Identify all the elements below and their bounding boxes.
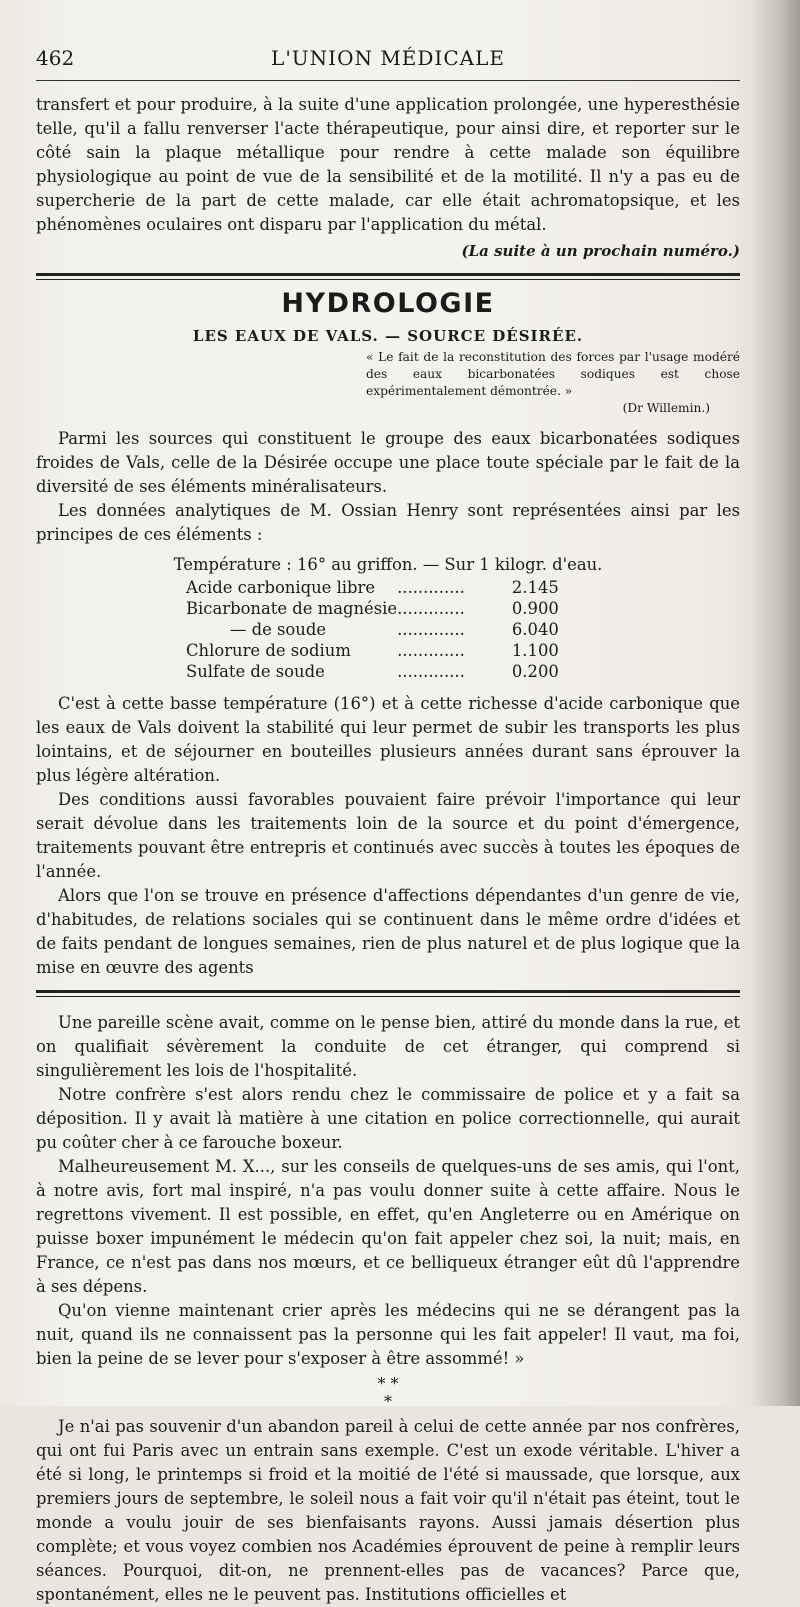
analysis-row (186, 577, 559, 598)
hydrologie-paragraph-1: Parmi les sources qui constituent le groupe des eaux bicarbonatées sodiques froides de Vals, celle de la Désirée occupe une place toute spéciale par le fait de la diversité de ses éléments minéralisateurs. (36, 429, 740, 496)
running-title: L'UNION MÉDICALE (271, 46, 505, 70)
page-shadow-edge (752, 0, 800, 1406)
top-article-paragraph: transfert et pour produire, à la suite d'une application prolongée, une hyperesthésie telle, qu'il a fallu renverser l'acte thérapeutique, pour ainsi dire, et reporter sur le côté sain la plaque métallique pour rendre à cette malade son équilibre physiologique au point de vue de la sensibilité et de la motilité. Il n'y a pas eu de supercherie de la part de cette malade, car elle était achromatopsique, et les phénomènes oculaires ont disparu par l'application du métal. (36, 95, 740, 234)
epigraph: « Le fait de la reconstitution des forces par l'usage modéré des eaux bicarbonatées sodiques est chose expérimentalement démontrée. » (366, 350, 740, 398)
hydrologie-paragraph-3: C'est à cette basse température (16°) et à cette richesse d'acide carbonique que les eaux de Vals doivent la stabilité qui leur permet de subir les transports les plus lointains, et de séjourner en bouteilles plusieurs années durant sans éprouver la plus légère altération. (36, 694, 740, 785)
analysis-row (186, 619, 559, 640)
feuilleton-paragraph-1: Une pareille scène avait, comme on le pense bien, attiré du monde dans la rue, et on qualifiait sévèrement la conduite de cet étranger, qui comprend si singulièrement les lois de l'hospitalité. (36, 1013, 740, 1080)
dot-leader: ............. (397, 641, 465, 660)
dot-leader: ............. (397, 578, 465, 597)
section-divider (36, 273, 740, 280)
analysis-name: — de soude (230, 620, 327, 639)
analysis-value: 0.900 (511, 599, 559, 618)
feuilleton-paragraph-5: Je n'ai pas souvenir d'un abandon pareil à celui de cette année par nos confrères, qui ont fui Paris avec un entrain sans exemple. C'est un exode véritable. L'hiver a été si long, le printemps si froid et la moitié de l'été si maussade, que lorsque, aux premiers jours de septembre, le soleil nous a fait voir qu'il n'était pas éteint, tout le monde a voulu jouir de ses bienfaisants rayons. Aussi jamais désertion plus complète; et vous voyez combien nos Académies éprouvent de peine à remplir leurs séances. Pourquoi, dit-on, ne prennent-elles pas de vacances? Parce que, spontanément, elles ne le peuvent pas. Institutions officielles et (36, 1417, 740, 1604)
dot-leader: ............. (397, 599, 465, 618)
analysis-value: 1.100 (511, 641, 559, 660)
hydrologie-paragraph-2: Les données analytiques de M. Ossian Henry sont représentées ainsi par les principes de ces éléments : (36, 501, 740, 544)
analysis-row (186, 661, 559, 682)
article-subtitle: LES EAUX DE VALS. — SOURCE DÉSIRÉE. (192, 327, 584, 345)
analysis-name: Acide carbonique libre (186, 578, 376, 597)
asterism-separator: * * * (377, 1374, 399, 1411)
analysis-value: 2.145 (511, 578, 559, 597)
section-title: HYDROLOGIE (281, 288, 495, 319)
analysis-name: Chlorure de sodium (186, 641, 351, 660)
analysis-row (186, 640, 559, 661)
feuilleton-paragraph-3: Malheureusement M. X..., sur les conseils de quelques-uns de ses amis, qui l'ont, à notre avis, fort mal inspiré, n'a pas voulu donner suite à cette affaire. Nous le regrettons vivement. Il est possible, en effet, qu'en Angleterre ou en Amérique on puisse boxer impunément le médecin qu'on fait appeler chez soi, la nuit; mais, en France, ce n'est pas dans nos mœurs, et ce belliqueux étranger eût dû l'apprendre à ses dépens. (36, 1157, 740, 1296)
analysis-table (186, 577, 559, 682)
page-header (36, 40, 740, 80)
feuilleton-divider (36, 990, 740, 997)
dot-leader: ............. (397, 620, 465, 639)
dot-leader: ............. (397, 662, 465, 681)
epigraph-author: (Dr Willemin.) (622, 401, 710, 415)
analysis-value: 6.040 (511, 620, 559, 639)
analysis-row (186, 598, 559, 619)
temperature-line: Température : 16° au griffon. — Sur 1 kilogr. d'eau. (173, 555, 603, 574)
feuilleton-paragraph-2: Notre confrère s'est alors rendu chez le commissaire de police et y a fait sa déposition. Il y avait là matière à une citation en police correctionnelle, qui aurait pu coûter cher à ce farouche boxeur. (36, 1085, 740, 1152)
analysis-value: 0.200 (511, 662, 559, 681)
page-number: 462 (36, 46, 75, 70)
page-content (36, 40, 740, 1607)
continuation-note: (La suite à un prochain numéro.) (461, 242, 740, 260)
feuilleton-paragraph-4: Qu'on vienne maintenant crier après les médecins qui ne se dérangent pas la nuit, quand ils ne connaissent pas la personne qui les fait appeler! Il vaut, ma foi, bien la peine de se lever pour s'exposer à être assommé! » (36, 1301, 740, 1368)
analysis-name: Sulfate de soude (186, 662, 325, 681)
hydrologie-paragraph-4: Des conditions aussi favorables pouvaient faire prévoir l'importance qui leur serait dévolue dans les traitements loin de la source et du point d'émergence, traitements pouvant être entrepris et continués avec succès à toutes les époques de l'année. (36, 790, 740, 881)
analysis-name: Bicarbonate de magnésie (186, 599, 398, 618)
hydrologie-paragraph-5: Alors que l'on se trouve en présence d'affections dépendantes d'un genre de vie, d'habitudes, de relations sociales qui se continuent dans le même ordre d'idées et de faits pendant de longues semaines, rien de plus naturel et de plus logique que la mise en œuvre des agents (36, 886, 740, 977)
